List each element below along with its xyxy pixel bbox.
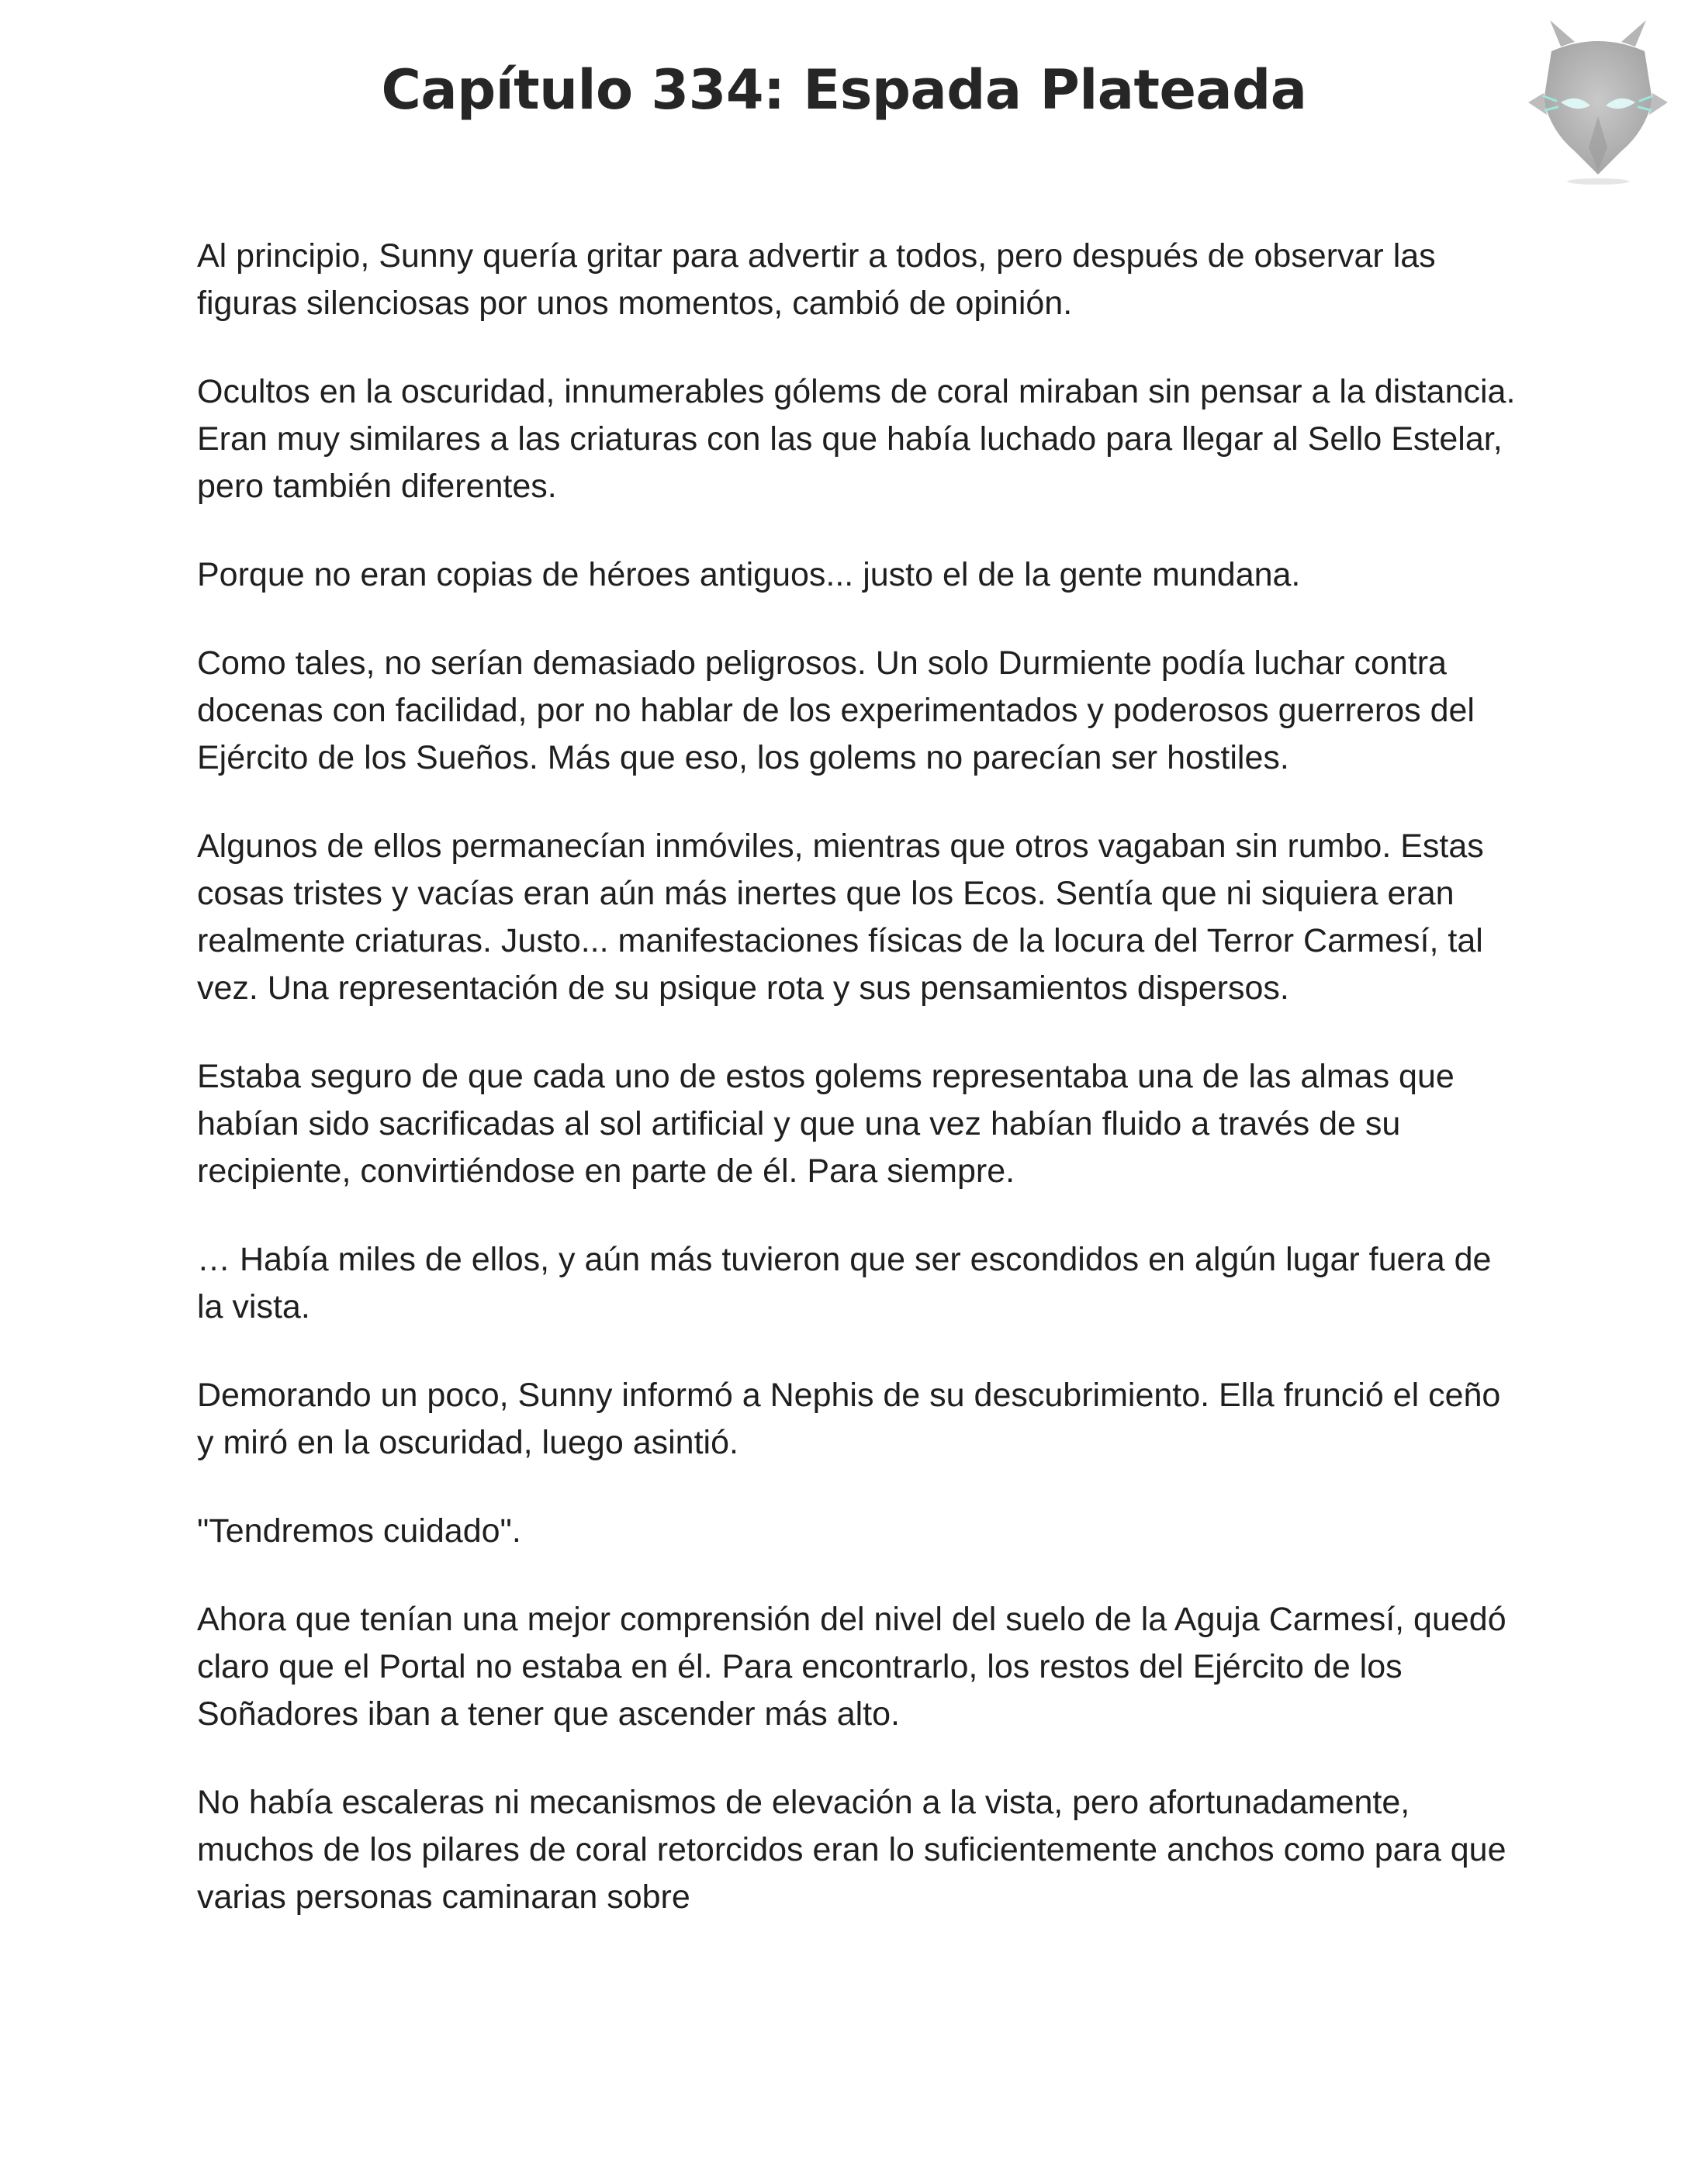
paragraph: Al principio, Sunny quería gritar para advertir a todos, pero después de observar las figuras silenciosas por unos momentos, cambió de opinión. [197,237,1436,322]
paragraph: Ocultos en la oscuridad, innumerables gólems de coral miraban sin pensar a la distancia. Eran muy similares a las criaturas con las que había luchado para llegar al Sello Estelar, pero también diferentes. [197,373,1516,505]
paragraph: Porque no eran copias de héroes antiguos... justo el de la gente mundana. [197,556,1301,593]
paragraph: "Tendremos cuidado". [197,1512,521,1550]
paragraph: … Había miles de ellos, y aún más tuvieron que ser escondidos en algún lugar fuera de la vista. [197,1241,1492,1325]
paragraph: Demorando un poco, Sunny informó a Nephis de su descubrimiento. Ella frunció el ceño y miró en la oscuridad, luego asintió. [197,1377,1501,1461]
paragraph: Estaba seguro de que cada uno de estos golems representaba una de las almas que habían sido sacrificadas al sol artificial y que una vez habían fluido a través de su recipiente, convirtiéndose en parte de él. Para siempre. [197,1058,1455,1190]
paragraph: Como tales, no serían demasiado peligrosos. Un solo Durmiente podía luchar contra docenas con facilidad, por no hablar de los experimentados y poderosos guerreros del Ejército de los Sueños. Más que eso, los golems no parecían ser hostiles. [197,644,1475,776]
chapter-title: Capítulo 334: Espada Plateada [381,58,1307,122]
chapter-body [197,233,1516,1962]
paragraph: Ahora que tenían una mejor comprensión del nivel del suelo de la Aguja Carmesí, quedó claro que el Portal no estaba en él. Para encontrarlo, los restos del Ejército de los Soñadores iban a tener que ascender más alto. [197,1601,1506,1733]
paragraph: No había escaleras ni mecanismos de elevación a la vista, pero afortunadamente, muchos de los pilares de coral retorcidos eran lo suficientemente anchos como para que varias personas caminaran sobre [197,1784,1506,1916]
paragraph: Algunos de ellos permanecían inmóviles, mientras que otros vagaban sin rumbo. Estas cosas tristes y vacías eran aún más inertes que los Ecos. Sentía que ni siquiera eran realmente criaturas. Justo... manifestaciones físicas de la locura del Terror Carmesí, tal vez. Una representación de su psique rota y sus pensamientos dispersos. [197,828,1484,1007]
demon-mask-icon [1520,16,1676,186]
